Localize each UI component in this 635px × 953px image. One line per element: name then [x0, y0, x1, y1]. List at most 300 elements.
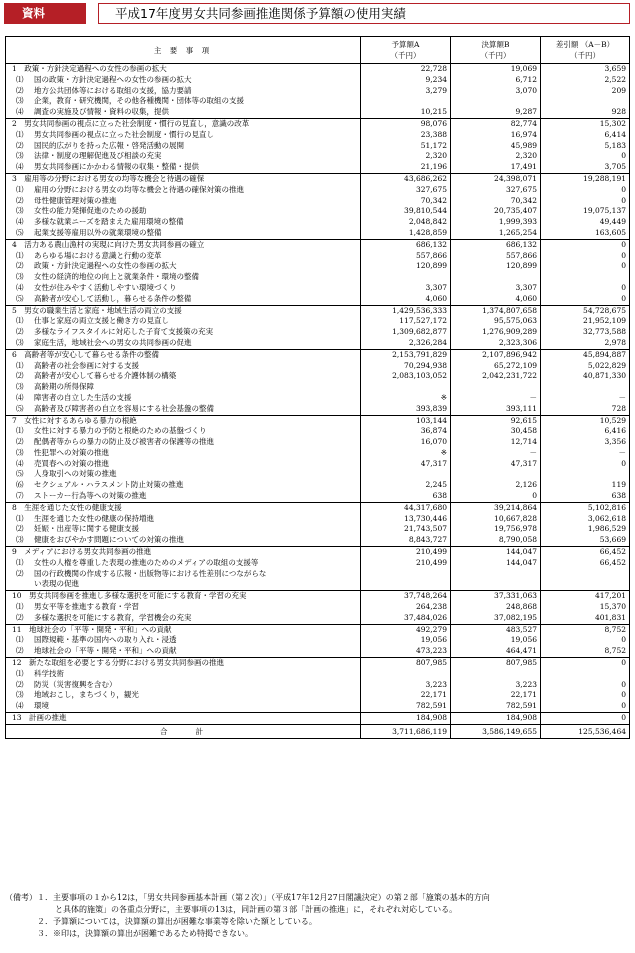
- difference-value: 5,102,816: [541, 502, 630, 513]
- item-label: ⑵ 配偶者等からの暴力の防止及び被害者の保護等の推進: [6, 437, 361, 448]
- item-number: ⑹: [16, 480, 24, 490]
- item-label: ⑸ 人身取引への対策の推進: [6, 469, 361, 480]
- item-row: [6, 316, 630, 327]
- budget-value: 264,238: [361, 602, 451, 613]
- item-label: ⑶ 企業，教育・研究機関，その他各種機関・団体等の取組の支援: [6, 96, 361, 107]
- budget-value: 2,320: [361, 151, 451, 162]
- item-number: ⑶: [16, 96, 24, 106]
- difference-value: 928: [541, 107, 630, 118]
- item-row: [6, 524, 630, 535]
- item-label: ⑵ 高齢者が安心して暮らせる介護体制の構築: [6, 371, 361, 382]
- item-number: ⑶: [16, 690, 24, 700]
- section-title: 12 新たな取組を必要とする分野における男女共同参画の推進: [6, 658, 361, 669]
- item-row: [6, 185, 630, 196]
- budget-value: 9,234: [361, 75, 451, 86]
- budget-value: 2,153,791,829: [361, 349, 451, 360]
- settled-value: 6,712: [451, 75, 541, 86]
- budget-value: 1,428,859: [361, 228, 451, 239]
- settled-value: 483,527: [451, 624, 541, 635]
- difference-value: 8,752: [541, 624, 630, 635]
- item-number: ⑷: [16, 282, 24, 292]
- settled-value: 807,985: [451, 658, 541, 669]
- item-row: [6, 107, 630, 118]
- item-label: ⑷ 調査の実施及び情報・資料の収集，提供: [6, 107, 361, 118]
- item-row: [6, 404, 630, 415]
- settled-value: 20,735,407: [451, 206, 541, 217]
- note-line: （備考）１．主要事項の１から12は，「男女共同参画基本計画（第２次）」（平成17年12月27日閣議決定）の第２部「施策の基本的方向: [5, 893, 490, 902]
- budget-value: 3,223: [361, 680, 451, 691]
- item-row: [6, 382, 630, 393]
- settled-value: 3,307: [451, 283, 541, 294]
- item-number: ⑷: [16, 701, 24, 711]
- total-settled: 3,586,149,655: [451, 724, 541, 738]
- section-title: 2 男女共同参画の視点に立った社会制度・慣行の見直し，意識の改革: [6, 118, 361, 129]
- item-row: [6, 426, 630, 437]
- item-row: [6, 635, 630, 646]
- item-number: ⑸: [16, 227, 24, 237]
- section-title: 8 生涯を通じた女性の健康支援: [6, 502, 361, 513]
- budget-value: ※: [361, 393, 451, 404]
- section-title: 1 政策・方針決定過程への女性の参画の拡大: [6, 64, 361, 75]
- difference-value: [541, 382, 630, 393]
- budget-value: 117,527,172: [361, 316, 451, 327]
- item-number: ⑶: [16, 337, 24, 347]
- settled-value: 4,060: [451, 294, 541, 305]
- settled-value: 782,591: [451, 701, 541, 712]
- difference-value: 0: [541, 251, 630, 262]
- item-number: ⑴: [16, 360, 24, 370]
- item-number: ⑵: [16, 85, 24, 95]
- budget-value: 638: [361, 491, 451, 502]
- item-label: ⑵ 防災（災害復興を含む）: [6, 680, 361, 691]
- item-number: ⑵: [16, 524, 24, 534]
- budget-value: [361, 382, 451, 393]
- item-label: ⑶ 女性の経済的地位の向上と就業条件・環境の整備: [6, 272, 361, 283]
- section-row: [6, 118, 630, 129]
- item-number: ⑸: [16, 469, 24, 479]
- item-row: [6, 130, 630, 141]
- item-number: ⑴: [16, 635, 24, 645]
- item-row: [6, 514, 630, 525]
- section-title: 11 地球社会の「平等・開発・平和」への貢献: [6, 624, 361, 635]
- difference-value: 40,871,330: [541, 371, 630, 382]
- budget-value: 184,908: [361, 713, 451, 725]
- settled-value: 30,458: [451, 426, 541, 437]
- item-row: [6, 669, 630, 680]
- section-title: 7 女性に対するあらゆる暴力の根絶: [6, 415, 361, 426]
- settled-value: 37,082,195: [451, 613, 541, 624]
- difference-value: －: [541, 393, 630, 404]
- budget-value: 37,748,264: [361, 591, 451, 602]
- table-body: [6, 64, 630, 725]
- document-tag: 資料: [4, 3, 86, 24]
- budget-value: 2,326,284: [361, 338, 451, 349]
- budget-value: 393,839: [361, 404, 451, 415]
- item-number: ⑵: [16, 327, 24, 337]
- item-label: ⑹ セクシュアル・ハラスメント防止対策の推進: [6, 480, 361, 491]
- difference-value: 3,062,618: [541, 514, 630, 525]
- item-number: ⑴: [16, 74, 24, 84]
- budget-value: 210,499: [361, 558, 451, 569]
- budget-value: 1,309,682,877: [361, 327, 451, 338]
- settled-value: 19,069: [451, 64, 541, 75]
- difference-value: 0: [541, 701, 630, 712]
- item-row: [6, 602, 630, 613]
- item-label: ⑴ 雇用の分野における男女の均等な機会と待遇の確保対策の推進: [6, 185, 361, 196]
- difference-value: 417,201: [541, 591, 630, 602]
- difference-value: 5,183: [541, 141, 630, 152]
- difference-value: 0: [541, 635, 630, 646]
- settled-value: －: [451, 448, 541, 459]
- settled-value: 144,047: [451, 558, 541, 569]
- item-row: [6, 613, 630, 624]
- page-header: [4, 3, 630, 24]
- header-difference: 差引額 （A－B） （千円）: [541, 37, 630, 64]
- settled-value: 17,491: [451, 162, 541, 173]
- budget-value: 23,388: [361, 130, 451, 141]
- budget-value: 21,743,507: [361, 524, 451, 535]
- item-label: ⑷ 男女共同参画にかかわる情報の収集・整備・提供: [6, 162, 361, 173]
- item-row: [6, 96, 630, 107]
- settled-value: 1,999,393: [451, 217, 541, 228]
- item-label: ⑴ 仕事と家庭の両立支援と働き方の見直し: [6, 316, 361, 327]
- section-title: 10 男女共同参画を推進し多様な選択を可能にする教育・学習の充実: [6, 591, 361, 602]
- item-row: [6, 480, 630, 491]
- item-number: ⑵: [16, 568, 24, 578]
- item-label: ⑶ 健康をおびやかす問題についての対策の推進: [6, 535, 361, 546]
- budget-value: 686,132: [361, 239, 451, 250]
- budget-value: [361, 469, 451, 480]
- table-header-row: [6, 37, 630, 64]
- item-number: ⑵: [16, 612, 24, 622]
- item-label: ⑵ 国の行政機関の作成する広報・出版物等における性差別につながらな い表現の促進: [6, 569, 361, 591]
- budget-value: 473,223: [361, 646, 451, 657]
- item-number: ⑷: [16, 162, 24, 172]
- item-number: ⑷: [16, 107, 24, 117]
- difference-value: 45,894,887: [541, 349, 630, 360]
- item-row: [6, 469, 630, 480]
- item-row: [6, 327, 630, 338]
- item-number: ⑴: [16, 129, 24, 139]
- item-number: ⑺: [16, 491, 24, 501]
- item-number: ⑶: [16, 151, 24, 161]
- difference-value: 66,452: [541, 547, 630, 558]
- budget-value: 807,985: [361, 658, 451, 669]
- header-budget: 予算額A （千円）: [361, 37, 451, 64]
- difference-value: 6,414: [541, 130, 630, 141]
- item-number: ⑴: [16, 316, 24, 326]
- item-label: ⑴ 高齢者の社会参画に対する支援: [6, 361, 361, 372]
- item-row: [6, 371, 630, 382]
- item-row: [6, 261, 630, 272]
- settled-value: 82,774: [451, 118, 541, 129]
- item-label: ⑴ 女性の人権を尊重した表現の推進のためのメディアの取組の支援等: [6, 558, 361, 569]
- section-title: 3 雇用等の分野における男女の均等な機会と待遇の確保: [6, 173, 361, 184]
- settled-value: [451, 469, 541, 480]
- item-row: [6, 535, 630, 546]
- budget-value: 557,866: [361, 251, 451, 262]
- item-row: [6, 569, 630, 591]
- note-line: と具体的施策」の各重点分野に，主要事項の13は，同計画の第３部「計画の推進」に，それぞれ対応している。: [55, 905, 458, 914]
- settled-value: 47,317: [451, 459, 541, 470]
- item-row: [6, 448, 630, 459]
- budget-value: 37,484,026: [361, 613, 451, 624]
- settled-value: 1,276,909,289: [451, 327, 541, 338]
- budget-value: [361, 272, 451, 283]
- item-row: [6, 141, 630, 152]
- item-label: ⑷ 売買春への対策の推進: [6, 459, 361, 470]
- difference-value: 0: [541, 185, 630, 196]
- section-row: [6, 239, 630, 250]
- settled-value: －: [451, 393, 541, 404]
- budget-value: 47,317: [361, 459, 451, 470]
- budget-value: 492,279: [361, 624, 451, 635]
- settled-value: [451, 569, 541, 591]
- difference-value: 5,022,829: [541, 361, 630, 372]
- item-label: ⑸ 起業支援等雇用以外の就業環境の整備: [6, 228, 361, 239]
- item-number: ⑷: [16, 392, 24, 402]
- budget-value: [361, 96, 451, 107]
- difference-value: 0: [541, 151, 630, 162]
- item-number: ⑷: [16, 458, 24, 468]
- item-label: ⑴ 男女平等を推進する教育・学習: [6, 602, 361, 613]
- budget-value: ※: [361, 448, 451, 459]
- budget-value: 3,307: [361, 283, 451, 294]
- budget-value: 70,294,938: [361, 361, 451, 372]
- settled-value: 37,331,063: [451, 591, 541, 602]
- item-row: [6, 294, 630, 305]
- settled-value: 19,056: [451, 635, 541, 646]
- section-row: [6, 502, 630, 513]
- section-row: [6, 624, 630, 635]
- budget-value: 16,070: [361, 437, 451, 448]
- difference-value: 0: [541, 713, 630, 725]
- settled-value: 2,323,306: [451, 338, 541, 349]
- difference-value: 1,986,529: [541, 524, 630, 535]
- budget-value: [361, 669, 451, 680]
- budget-value: 43,686,262: [361, 173, 451, 184]
- budget-value: 19,056: [361, 635, 451, 646]
- settled-value: 184,908: [451, 713, 541, 725]
- budget-value: 2,048,842: [361, 217, 451, 228]
- item-number: ⑵: [16, 261, 24, 271]
- section-row: [6, 547, 630, 558]
- item-label: ⑷ 障害者の自立した生活の支援: [6, 393, 361, 404]
- item-label: ⑶ 地域おこし，まちづくり，観光: [6, 690, 361, 701]
- item-label: ⑶ 性犯罪への対策の推進: [6, 448, 361, 459]
- settled-value: 12,714: [451, 437, 541, 448]
- item-label: ⑵ 多様なライフスタイルに対応した子育て支援策の充実: [6, 327, 361, 338]
- item-label: ⑶ 家庭生活，地域社会への男女の共同参画の促進: [6, 338, 361, 349]
- item-number: ⑸: [16, 293, 24, 303]
- difference-value: 119: [541, 480, 630, 491]
- section-row: [6, 713, 630, 725]
- budget-value: 13,730,446: [361, 514, 451, 525]
- difference-value: 53,669: [541, 535, 630, 546]
- settled-value: 2,107,896,942: [451, 349, 541, 360]
- budget-value: 22,171: [361, 690, 451, 701]
- difference-value: 19,288,191: [541, 173, 630, 184]
- difference-value: 0: [541, 459, 630, 470]
- item-label: ⑵ 地球社会の「平等・開発・平和」への貢献: [6, 646, 361, 657]
- item-number: ⑴: [16, 513, 24, 523]
- settled-value: [451, 382, 541, 393]
- item-row: [6, 558, 630, 569]
- budget-value: 10,215: [361, 107, 451, 118]
- item-row: [6, 491, 630, 502]
- item-label: ⑵ 母性健康管理対策の推進: [6, 196, 361, 207]
- item-row: [6, 272, 630, 283]
- difference-value: 21,952,109: [541, 316, 630, 327]
- section-row: [6, 305, 630, 316]
- settled-value: 39,214,864: [451, 502, 541, 513]
- difference-value: 66,452: [541, 558, 630, 569]
- settled-value: [451, 272, 541, 283]
- difference-value: 728: [541, 404, 630, 415]
- settled-value: 393,111: [451, 404, 541, 415]
- budget-value: 36,874: [361, 426, 451, 437]
- total-difference: 125,536,464: [541, 724, 630, 738]
- difference-value: 3,356: [541, 437, 630, 448]
- note-line: ３．※印は，決算額の算出が困難であるため特掲できない。: [37, 929, 253, 938]
- difference-value: 0: [541, 261, 630, 272]
- difference-value: 54,728,675: [541, 305, 630, 316]
- settled-value: 8,790,058: [451, 535, 541, 546]
- item-number: ⑵: [16, 140, 24, 150]
- item-label: ⑴ 女性に対する暴力の予防と根絶のための基盤づくり: [6, 426, 361, 437]
- item-number: ⑷: [16, 217, 24, 227]
- budget-value: 3,279: [361, 86, 451, 97]
- settled-value: 3,070: [451, 86, 541, 97]
- section-title: 5 男女の職業生活と家庭・地域生活の両立の支援: [6, 305, 361, 316]
- item-row: [6, 338, 630, 349]
- item-number: ⑵: [16, 646, 24, 656]
- difference-value: 638: [541, 491, 630, 502]
- settled-value: 686,132: [451, 239, 541, 250]
- settled-value: 70,342: [451, 196, 541, 207]
- section-row: [6, 415, 630, 426]
- item-label: ⑵ 政策・方針決定過程への女性の参画の拡大: [6, 261, 361, 272]
- difference-value: －: [541, 448, 630, 459]
- difference-value: 0: [541, 680, 630, 691]
- item-row: [6, 206, 630, 217]
- item-row: [6, 393, 630, 404]
- difference-value: [541, 669, 630, 680]
- budget-value: 782,591: [361, 701, 451, 712]
- budget-value: 1,429,536,333: [361, 305, 451, 316]
- item-row: [6, 217, 630, 228]
- header-item: 主 要 事 項: [6, 37, 361, 64]
- item-number: ⑴: [16, 250, 24, 260]
- difference-value: 49,449: [541, 217, 630, 228]
- item-row: [6, 690, 630, 701]
- settled-value: 24,398,071: [451, 173, 541, 184]
- settled-value: 0: [451, 491, 541, 502]
- settled-value: 45,989: [451, 141, 541, 152]
- settled-value: 464,471: [451, 646, 541, 657]
- settled-value: 327,675: [451, 185, 541, 196]
- settled-value: [451, 669, 541, 680]
- item-row: [6, 701, 630, 712]
- budget-value: 44,317,680: [361, 502, 451, 513]
- item-number: ⑶: [16, 206, 24, 216]
- item-row: [6, 162, 630, 173]
- item-label: ⑴ あらゆる場における意識と行動の変革: [6, 251, 361, 262]
- section-row: [6, 173, 630, 184]
- budget-value: 22,728: [361, 64, 451, 75]
- item-row: [6, 459, 630, 470]
- budget-value: 327,675: [361, 185, 451, 196]
- difference-value: 0: [541, 196, 630, 207]
- section-row: [6, 658, 630, 669]
- budget-table: [5, 36, 630, 739]
- item-label: ⑴ 国の政策・方針決定過程への女性の参画の拡大: [6, 75, 361, 86]
- difference-value: 209: [541, 86, 630, 97]
- item-row: [6, 361, 630, 372]
- item-label: ⑴ 男女共同参画の視点に立った社会制度・慣行の見直し: [6, 130, 361, 141]
- total-row: [6, 724, 630, 738]
- settled-value: 144,047: [451, 547, 541, 558]
- budget-value: [361, 569, 451, 591]
- budget-value: 98,076: [361, 118, 451, 129]
- difference-value: 0: [541, 690, 630, 701]
- item-label: ⑵ 多様な選択を可能にする教育，学習機会の充実: [6, 613, 361, 624]
- difference-value: 0: [541, 239, 630, 250]
- budget-value: 39,810,544: [361, 206, 451, 217]
- item-label: ⑴ 科学技術: [6, 669, 361, 680]
- item-label: ⑶ 高齢期の所得保障: [6, 382, 361, 393]
- item-label: ⑵ 妊娠・出産等に関する健康支援: [6, 524, 361, 535]
- budget-value: 4,060: [361, 294, 451, 305]
- difference-value: 0: [541, 283, 630, 294]
- item-row: [6, 283, 630, 294]
- item-label: ⑺ ストーカー行為等への対策の推進: [6, 491, 361, 502]
- difference-value: [541, 469, 630, 480]
- item-row: [6, 196, 630, 207]
- difference-value: 15,370: [541, 602, 630, 613]
- item-number: ⑶: [16, 447, 24, 457]
- item-label: ⑵ 国民的広がりを持った広報・啓発活動の展開: [6, 141, 361, 152]
- difference-value: [541, 96, 630, 107]
- difference-value: 8,752: [541, 646, 630, 657]
- settled-value: 65,272,109: [451, 361, 541, 372]
- note-line: ２．予算額については，決算額の算出が困難な事業等を除いた額としている。: [37, 917, 317, 926]
- budget-value: 210,499: [361, 547, 451, 558]
- difference-value: 0: [541, 658, 630, 669]
- settled-value: 120,899: [451, 261, 541, 272]
- item-number: ⑶: [16, 272, 24, 282]
- item-label: ⑶ 女性の能力発揮促進のための援助: [6, 206, 361, 217]
- settled-value: [451, 96, 541, 107]
- section-title: 6 高齢者等が安心して暮らせる条件の整備: [6, 349, 361, 360]
- settled-value: 92,615: [451, 415, 541, 426]
- difference-value: 19,075,137: [541, 206, 630, 217]
- difference-value: [541, 272, 630, 283]
- budget-value: 2,083,103,052: [361, 371, 451, 382]
- item-number: ⑴: [16, 426, 24, 436]
- section-row: [6, 64, 630, 75]
- difference-value: 2,978: [541, 338, 630, 349]
- total-budget: 3,711,686,119: [361, 724, 451, 738]
- page-title: 平成17年度男女共同参画推進関係予算額の使用実績: [98, 3, 630, 24]
- item-row: [6, 86, 630, 97]
- item-label: ⑴ 国際規範・基準の国内への取り入れ・浸透: [6, 635, 361, 646]
- item-label: ⑷ 環境: [6, 701, 361, 712]
- difference-value: 10,529: [541, 415, 630, 426]
- item-label: ⑵ 地方公共団体等における取組の支援，協力要請: [6, 86, 361, 97]
- difference-value: 6,416: [541, 426, 630, 437]
- section-row: [6, 349, 630, 360]
